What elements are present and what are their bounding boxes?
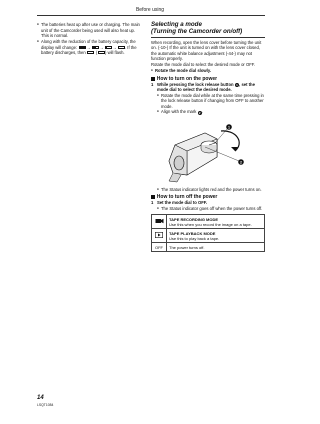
- step-number: 1: [151, 81, 154, 87]
- battery-display-note: ● Along with the reduction of the battery capacity, the display will change: → → → . If the battery discharges, then ( ) will flash.: [37, 39, 143, 56]
- battery-tail-2: discharges, then: [54, 50, 86, 56]
- table-row: [152, 243, 265, 252]
- figure-label-1: 1: [228, 125, 230, 130]
- arrow-icon: →: [99, 44, 104, 50]
- mode-table: [151, 214, 265, 252]
- mode-icon-cell: [152, 229, 167, 243]
- mode-desc-cell: [167, 229, 265, 243]
- camcorder-mode-dial-illustration: [165, 117, 253, 183]
- battery-empty-icon: [118, 46, 125, 49]
- align-mark-note: ● Align with the mark 2.: [151, 109, 265, 115]
- mode-name: TAPE PLAYBACK MODE: [169, 230, 216, 236]
- status-off-note: ● The Status indicator goes off when the power turns off.: [151, 206, 265, 212]
- figure-label-2: 2: [240, 160, 242, 165]
- step-bullet: ● Rotate the mode dial while at the same time pressing in the lock release button if changing from OFF to another mode.: [151, 93, 265, 110]
- power-on-heading-text: How to turn on the power: [156, 75, 218, 82]
- square-bullet-icon: [151, 195, 155, 199]
- play-icon: [155, 232, 163, 238]
- battery-one-bar-icon: [105, 46, 112, 49]
- mode-desc: Use this to play back a tape.: [169, 235, 220, 241]
- battery-display-text: Along with the reduction of the battery capacity, the display will change:: [41, 39, 136, 50]
- right-column: [151, 22, 265, 252]
- power-on-step: [151, 82, 265, 93]
- status-on-note: ● The Status indicator lights red and the power turns on.: [151, 187, 265, 193]
- document-code: LSQT1084: [37, 403, 54, 407]
- step-badge-1: 1: [236, 83, 238, 88]
- intro-bullet: ● Rotate the mode dial slowly.: [151, 68, 265, 74]
- section-title-line2: (Turning the Camcorder on/off): [151, 27, 243, 35]
- section-title: [151, 22, 265, 36]
- arrow-icon: →: [112, 44, 117, 50]
- camera-icon: [155, 218, 164, 224]
- table-row: [152, 229, 265, 243]
- intro-paragraph: When recording, open the lens cover before turning the unit on. (-10-) If the unit is turned on with the lens cover closed, the automatic white balance adjustment (-44-) may not function properly.: [151, 39, 262, 62]
- left-column: [37, 22, 143, 56]
- mode-desc-cell: [167, 215, 265, 229]
- mode-name: TAPE RECORDING MODE: [169, 216, 219, 222]
- battery-heat-note: ● The batteries heat up after use or charging. The main unit of the Camcorder being used will also heat up. This is normal.: [37, 22, 143, 39]
- step-text: While pressing the lock release button: [157, 81, 234, 87]
- intro-paragraph-2: Rotate the mode dial to select the desired mode or OFF.: [151, 62, 256, 68]
- page-header: Before using: [135, 7, 165, 13]
- battery-empty-icon: [87, 51, 94, 54]
- step-number: 1: [151, 200, 154, 206]
- align-mark-text: Align with the mark: [161, 109, 197, 115]
- mode-desc: The power turns off.: [169, 244, 205, 250]
- mode-desc: Use this when you record the image on a tape.: [169, 221, 252, 227]
- power-off-step-text: Set the mode dial to OFF.: [157, 200, 208, 206]
- square-bullet-icon: [151, 77, 155, 81]
- mode-icon-cell: [152, 215, 167, 229]
- title-rule: [151, 37, 265, 38]
- power-off-heading-text: How to turn off the power: [156, 194, 218, 201]
- mode-off-cell: OFF: [152, 243, 167, 252]
- step-badge-2: 2: [198, 110, 201, 115]
- step-text-2: , set the mode dial to select the desired mode.: [157, 81, 255, 93]
- mode-desc-cell: [167, 243, 265, 252]
- battery-tail-3: will flash.: [107, 50, 125, 56]
- table-row: [152, 215, 265, 229]
- battery-full-icon: [79, 46, 86, 49]
- battery-tail-1: . If the battery: [41, 44, 137, 56]
- battery-two-bar-icon: [92, 46, 99, 49]
- arrow-icon: →: [86, 44, 91, 50]
- battery-empty-icon: [98, 51, 105, 54]
- page-number: 14: [37, 395, 44, 401]
- section-title-line1: Selecting a mode: [151, 21, 202, 28]
- header-rule: [37, 15, 265, 16]
